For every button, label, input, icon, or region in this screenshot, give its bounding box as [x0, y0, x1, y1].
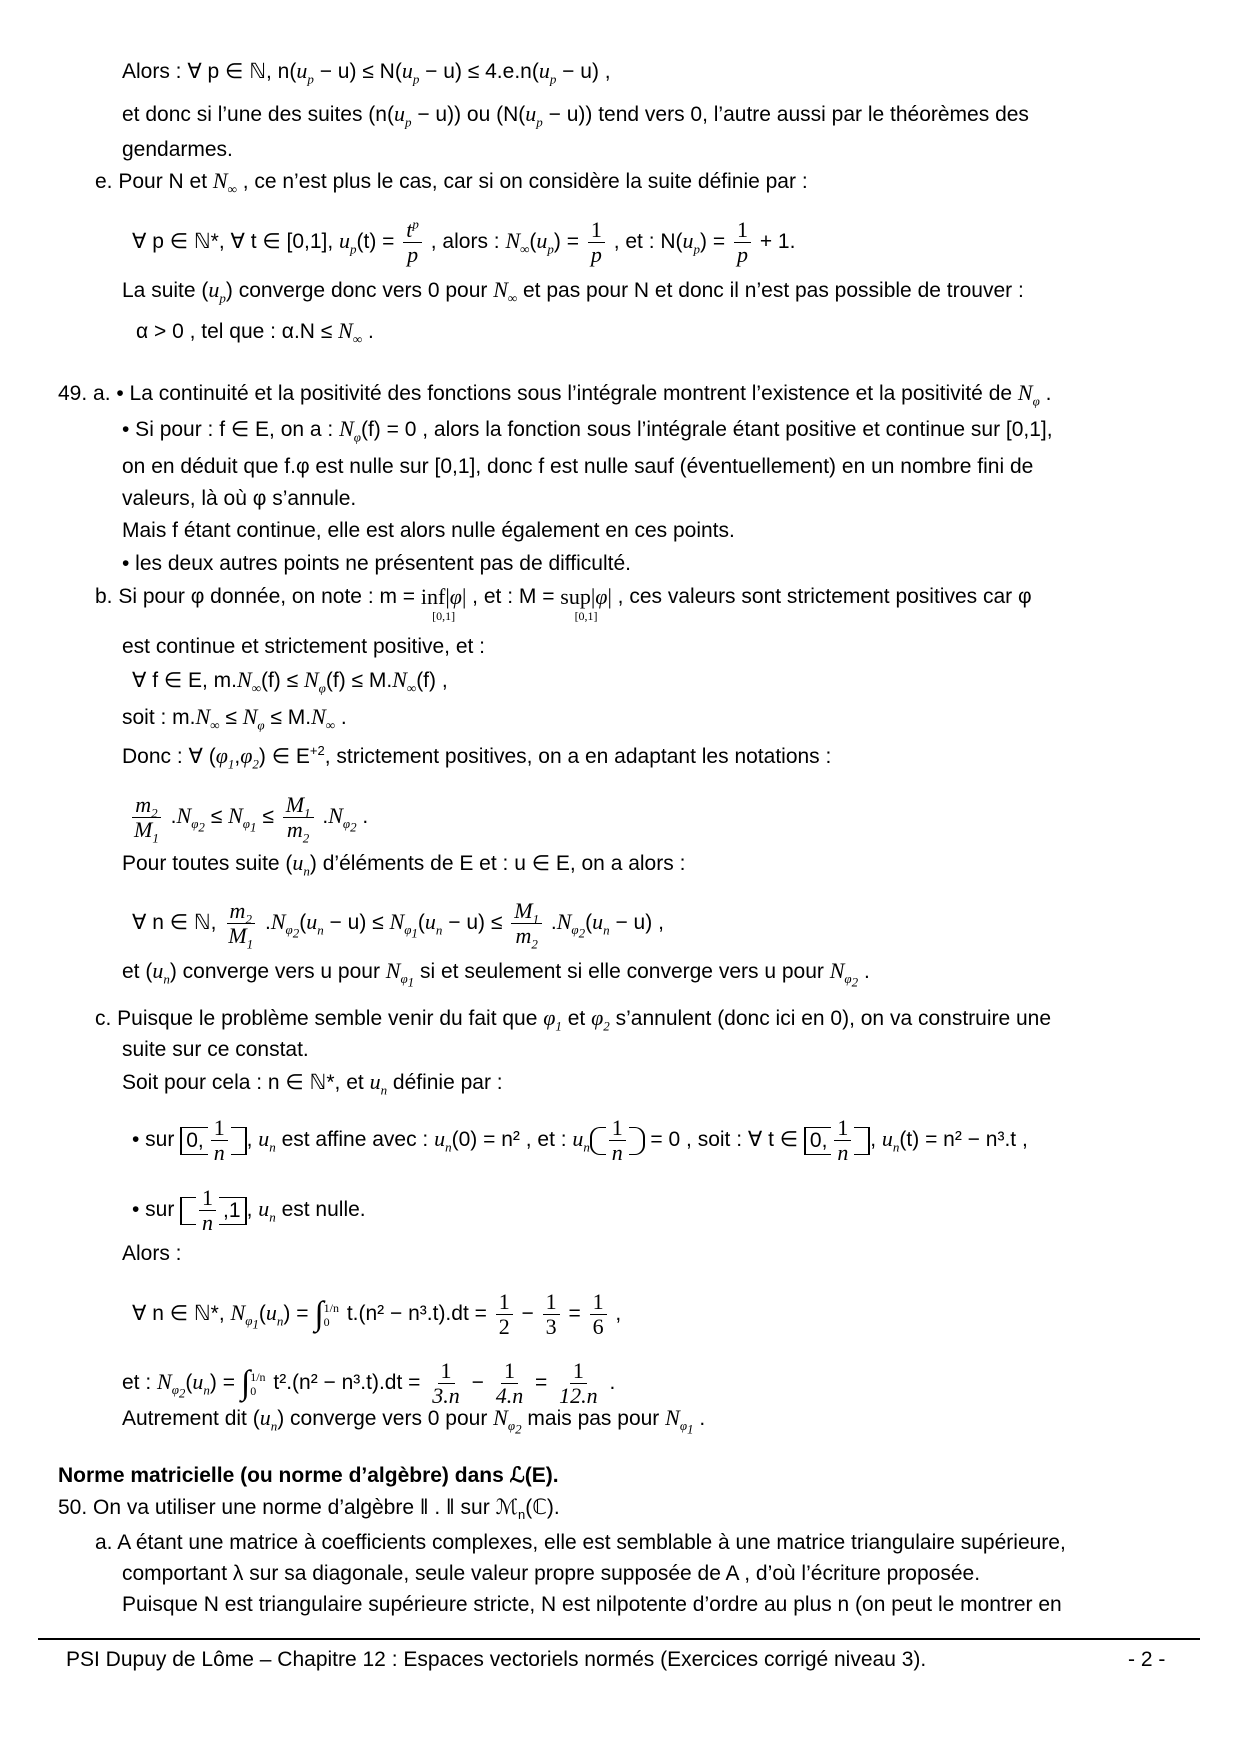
text-line: 49. a. • La continuité et la positivité des fonctions sous l’intégrale montrent l’existence et la positivité de $N_\varphi$ . [58, 380, 1052, 409]
text-line: on en déduit que f.φ est nulle sur [0,1], donc f est nulle sauf (éventuellement) en un nombre fini de [122, 455, 1034, 478]
text-line: Autrement dit $(u_n)$ converge vers 0 pour $N_{\varphi_2}$ mais pas pour $N_{\varphi_1}$ . [122, 1405, 706, 1437]
formula-line: $\frac{m_2}{M_1}$ $.N_{\varphi_2} \le N_{\varphi_1}$ ≤ $\frac{M_1}{m_2}$ $.N_{\varphi_2}$ . [134, 792, 369, 846]
text-line: et donc si l’une des suites $(n(u_p - u))$ ou $(N(u_p - u))$ tend vers 0, l’autre aussi par le théorèmes des [122, 101, 1029, 130]
text-line: Donc : ∀ $(\varphi_1,\varphi_2)$ ∈ $E^{+2}$, strictement positives, on a en adaptant les notations : [122, 743, 832, 772]
text-line: • Si pour : f ∈ E, on a : $N_\varphi(f) = 0$ , alors la fonction sous l’intégrale étant positive et continue sur [0,1], [122, 416, 1053, 445]
formula-line: ∀ n ∈ ℕ, $\frac{m_2}{M_1}$ $.N_{\varphi_2}(u_n - u) \le N_{\varphi_1}(u_n - u)$ ≤ $\frac{M_1}{m_2}$ $.N_{\varphi_2}(u_n - u)$ , [132, 898, 664, 952]
text-line: 50. On va utiliser une norme d’algèbre ‖ . ‖ sur ℳ$_n$(ℂ). [58, 1496, 560, 1523]
formula-line: ∀ f ∈ E, $m.N_\infty(f) \le N_\varphi(f) \le M.N_\infty(f)$ , [132, 667, 448, 696]
text-line: b. Si pour φ donnée, on note : m = inf|φ| [0,1] , et : M = sup|φ| [0,1] , ces valeurs sont strictement positives car φ [95, 584, 1032, 623]
formula-line: ∀ n ∈ ℕ*, $N_{\varphi_1}(u_n)$ = ∫ 1/n 0 t.(n² − n³.t).dt = $\frac{1}{2}$ − $\frac{1}{3}$ = $\frac{1}{6}$ , [132, 1289, 622, 1339]
text-line: a. A étant une matrice à coefficients complexes, elle est semblable à une matrice triangulaire supérieure, [95, 1531, 1066, 1554]
text-line: gendarmes. [122, 138, 233, 161]
text-line: e. Pour N et $N_\infty$ , ce n’est plus le cas, car si on considère la suite définie par : [95, 168, 808, 197]
text-line: Pour toutes suite $(u_n)$ d’éléments de E et : u ∈ E, on a alors : [122, 850, 686, 879]
text-line: et $(u_n)$ converge vers u pour $N_{\varphi_1}$ si et seulement si elle converge vers u pour $N_{\varphi_2}$ . [122, 958, 870, 990]
text-line: valeurs, là où φ s’annule. [122, 487, 357, 510]
page-number: - 2 - [1128, 1648, 1166, 1671]
text-line: Alors : ∀ p ∈ ℕ, $n(u_p - u) \le N(u_p - u) \le 4.e.n(u_p - u)$ , [122, 58, 611, 87]
text-line: est continue et strictement positive, et : [122, 635, 486, 658]
text-line: Soit pour cela : n ∈ ℕ*, et $u_n$ définie par : [122, 1069, 503, 1098]
text-line: c. Puisque le problème semble venir du fait que $\varphi_1$ et $\varphi_2$ s’annulent (donc ici en 0), on va construire une [95, 1005, 1052, 1034]
text-line: soit : $m.N_\infty \le N_\varphi \le M.N_\infty$ . [122, 704, 347, 733]
text-line: • les deux autres points ne présentent pas de difficulté. [122, 552, 631, 575]
footer-rule [38, 1638, 1200, 1640]
text-line: comportant λ sur sa diagonale, seule valeur propre supposée de A , d’où l’écriture proposée. [122, 1562, 981, 1585]
text-line: Mais f étant continue, elle est alors nulle également en ces points. [122, 519, 735, 542]
formula-line: ∀ p ∈ ℕ*, ∀ t ∈ [0,1], $u_p(t)$ = $\frac{t^p}{p}$ , alors : $N_\infty(u_p)$ = $\frac{1}{p}$ , et : $N(u_p)$ = $\frac{1}{p}$ + 1. [132, 216, 796, 267]
text-line: La suite $(u_p)$ converge donc vers 0 pour $N_\infty$ et pas pour N et donc il n’est pas possible de trouver : [122, 277, 1024, 306]
text-line: Alors : [122, 1242, 182, 1265]
text-line: Puisque N est triangulaire supérieure stricte, N est nilpotente d’ordre au plus n (on peut le montrer en [122, 1593, 1062, 1616]
formula-line: • sur 0, $\frac{1}{n}$ , $u_n$ est affine avec : $u_n(0) = n^2$ , et : $u_n$ $\frac{1}{n}$ = 0 , soit : ∀ t ∈ 0, $\frac{1}{n}$ , $u_n(t) = n^2 - n^3.t$ , [132, 1115, 1028, 1165]
text-line: α > 0 , tel que : $\alpha.N \le N_\infty$ . [136, 318, 374, 347]
formula-line: et : $N_{\varphi_2}(u_n)$ = ∫ 1/n 0 t².(n² − n³.t).dt = $\frac{1}{3.n}$ − $\frac{1}{4.n}$ = $\frac{1}{12.n}$ . [122, 1358, 616, 1408]
footer-title: PSI Dupuy de Lôme – Chapitre 12 : Espaces vectoriels normés (Exercices corrigé niveau 3). [66, 1648, 927, 1671]
formula-line: • sur $\frac{1}{n}$ ,1 , $u_n$ est nulle. [132, 1185, 366, 1235]
text-line: suite sur ce constat. [122, 1038, 309, 1061]
section-heading: Norme matricielle (ou norme d’algèbre) dans ℒ(E). [58, 1464, 559, 1487]
